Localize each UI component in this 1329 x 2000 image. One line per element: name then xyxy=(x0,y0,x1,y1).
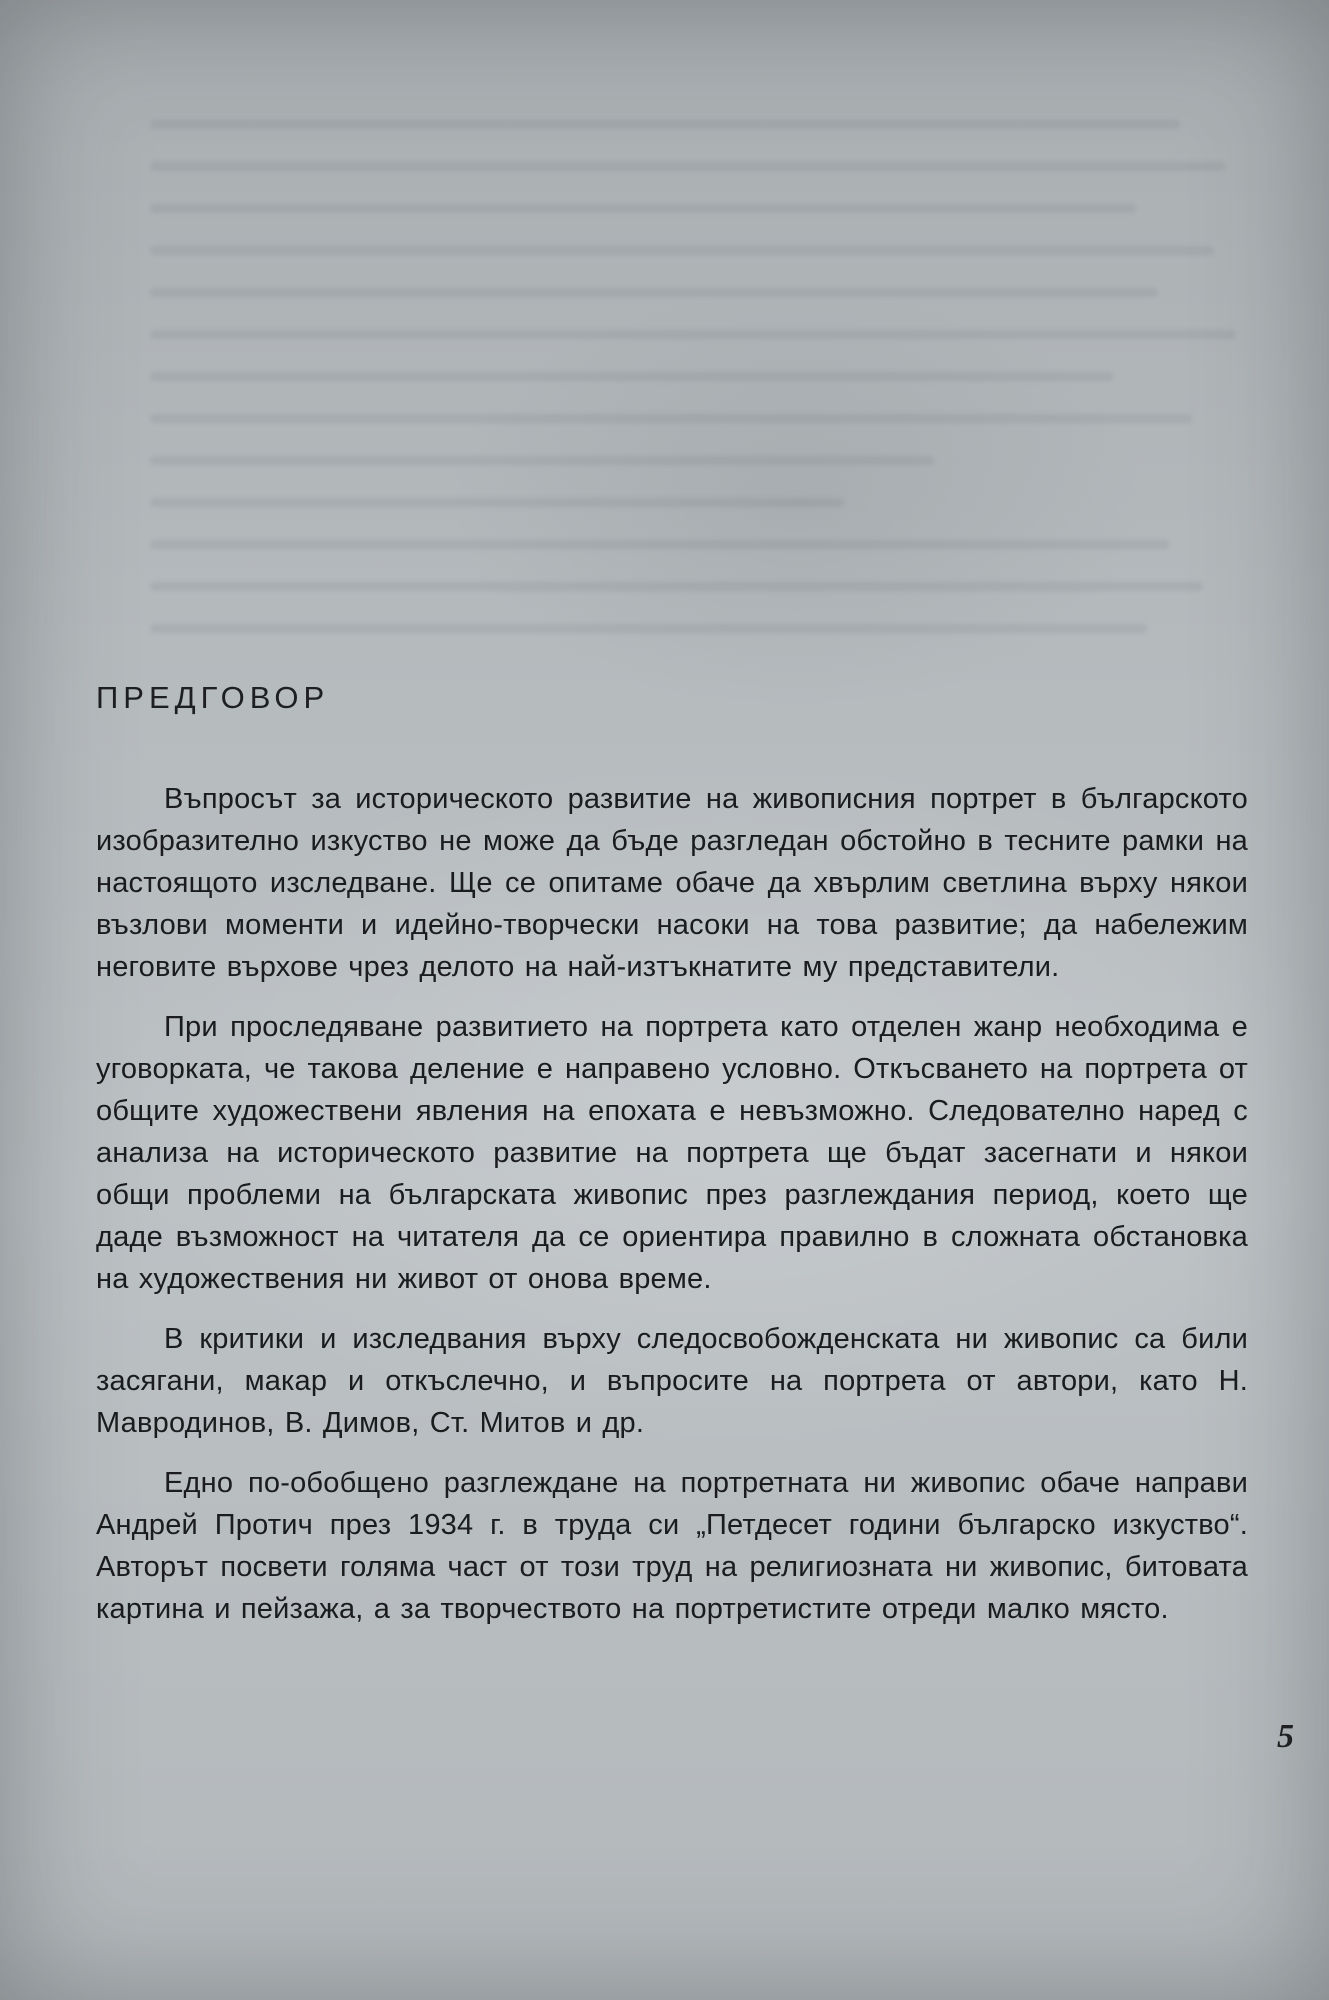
bleed-line xyxy=(150,120,1180,129)
paragraph: При проследяване развитието на портрета като отделен жанр необходима е уговорката, че такова деление е направено условно. Откъсването на портрета от общите художествени явления на епохата е невъзможно. Следователно наред с анализа на историческото развитие на портрета ще бъдат засегнати и някои общи проблеми на българската живопис през разглеждания период, което ще даде възможност на читателя да се ориентира правилно в сложната обстановка на художествения ни живот от онова време. xyxy=(96,1011,1248,1295)
bleed-line xyxy=(150,456,934,465)
bleed-line xyxy=(150,162,1225,171)
bleed-line xyxy=(150,624,1147,633)
paragraph: Въпросът за историческото развитие на живописния портрет в българското изобразително изкуство не може да бъде разгледан обстойно в тесните рамки на настоящото изследване. Ще се опитаме обаче да хвърлим светлина върху някои възлови моменти и идейно-творчески насоки на това развитие; да набележим неговите върхове чрез делото на най-изтъкнатите му представители. xyxy=(96,783,1248,983)
page-title: ПРЕДГОВОР xyxy=(96,680,330,715)
bleed-line xyxy=(150,540,1169,549)
bleed-line xyxy=(150,414,1192,423)
bleed-through-text xyxy=(150,120,1270,666)
paragraph: Едно по-обобщено разглеждане на портретната ни живопис обаче направи Андрей Протич през 1934 г. в труда си „Петдесет години българско изкуство“. Авторът посвети голяма част от този труд на религиозната ни живопис, битовата картина и пейзажа, а за творчеството на портретистите отреди малко място. xyxy=(96,1467,1248,1625)
page-content xyxy=(96,680,1248,1648)
bleed-line xyxy=(150,246,1214,255)
bleed-line xyxy=(150,330,1236,339)
page-number: 5 xyxy=(1277,1718,1294,1755)
bleed-line xyxy=(150,498,844,507)
bleed-line xyxy=(150,204,1136,213)
bleed-line xyxy=(150,582,1203,591)
bleed-line xyxy=(150,372,1113,381)
bleed-line xyxy=(150,288,1158,297)
paragraph: В критики и изследвания върху следосвобожденската ни живопис са били засягани, макар и откъслечно, и въпросите на портрета от автори, като Н. Мавродинов, В. Димов, Ст. Митов и др. xyxy=(96,1323,1248,1439)
